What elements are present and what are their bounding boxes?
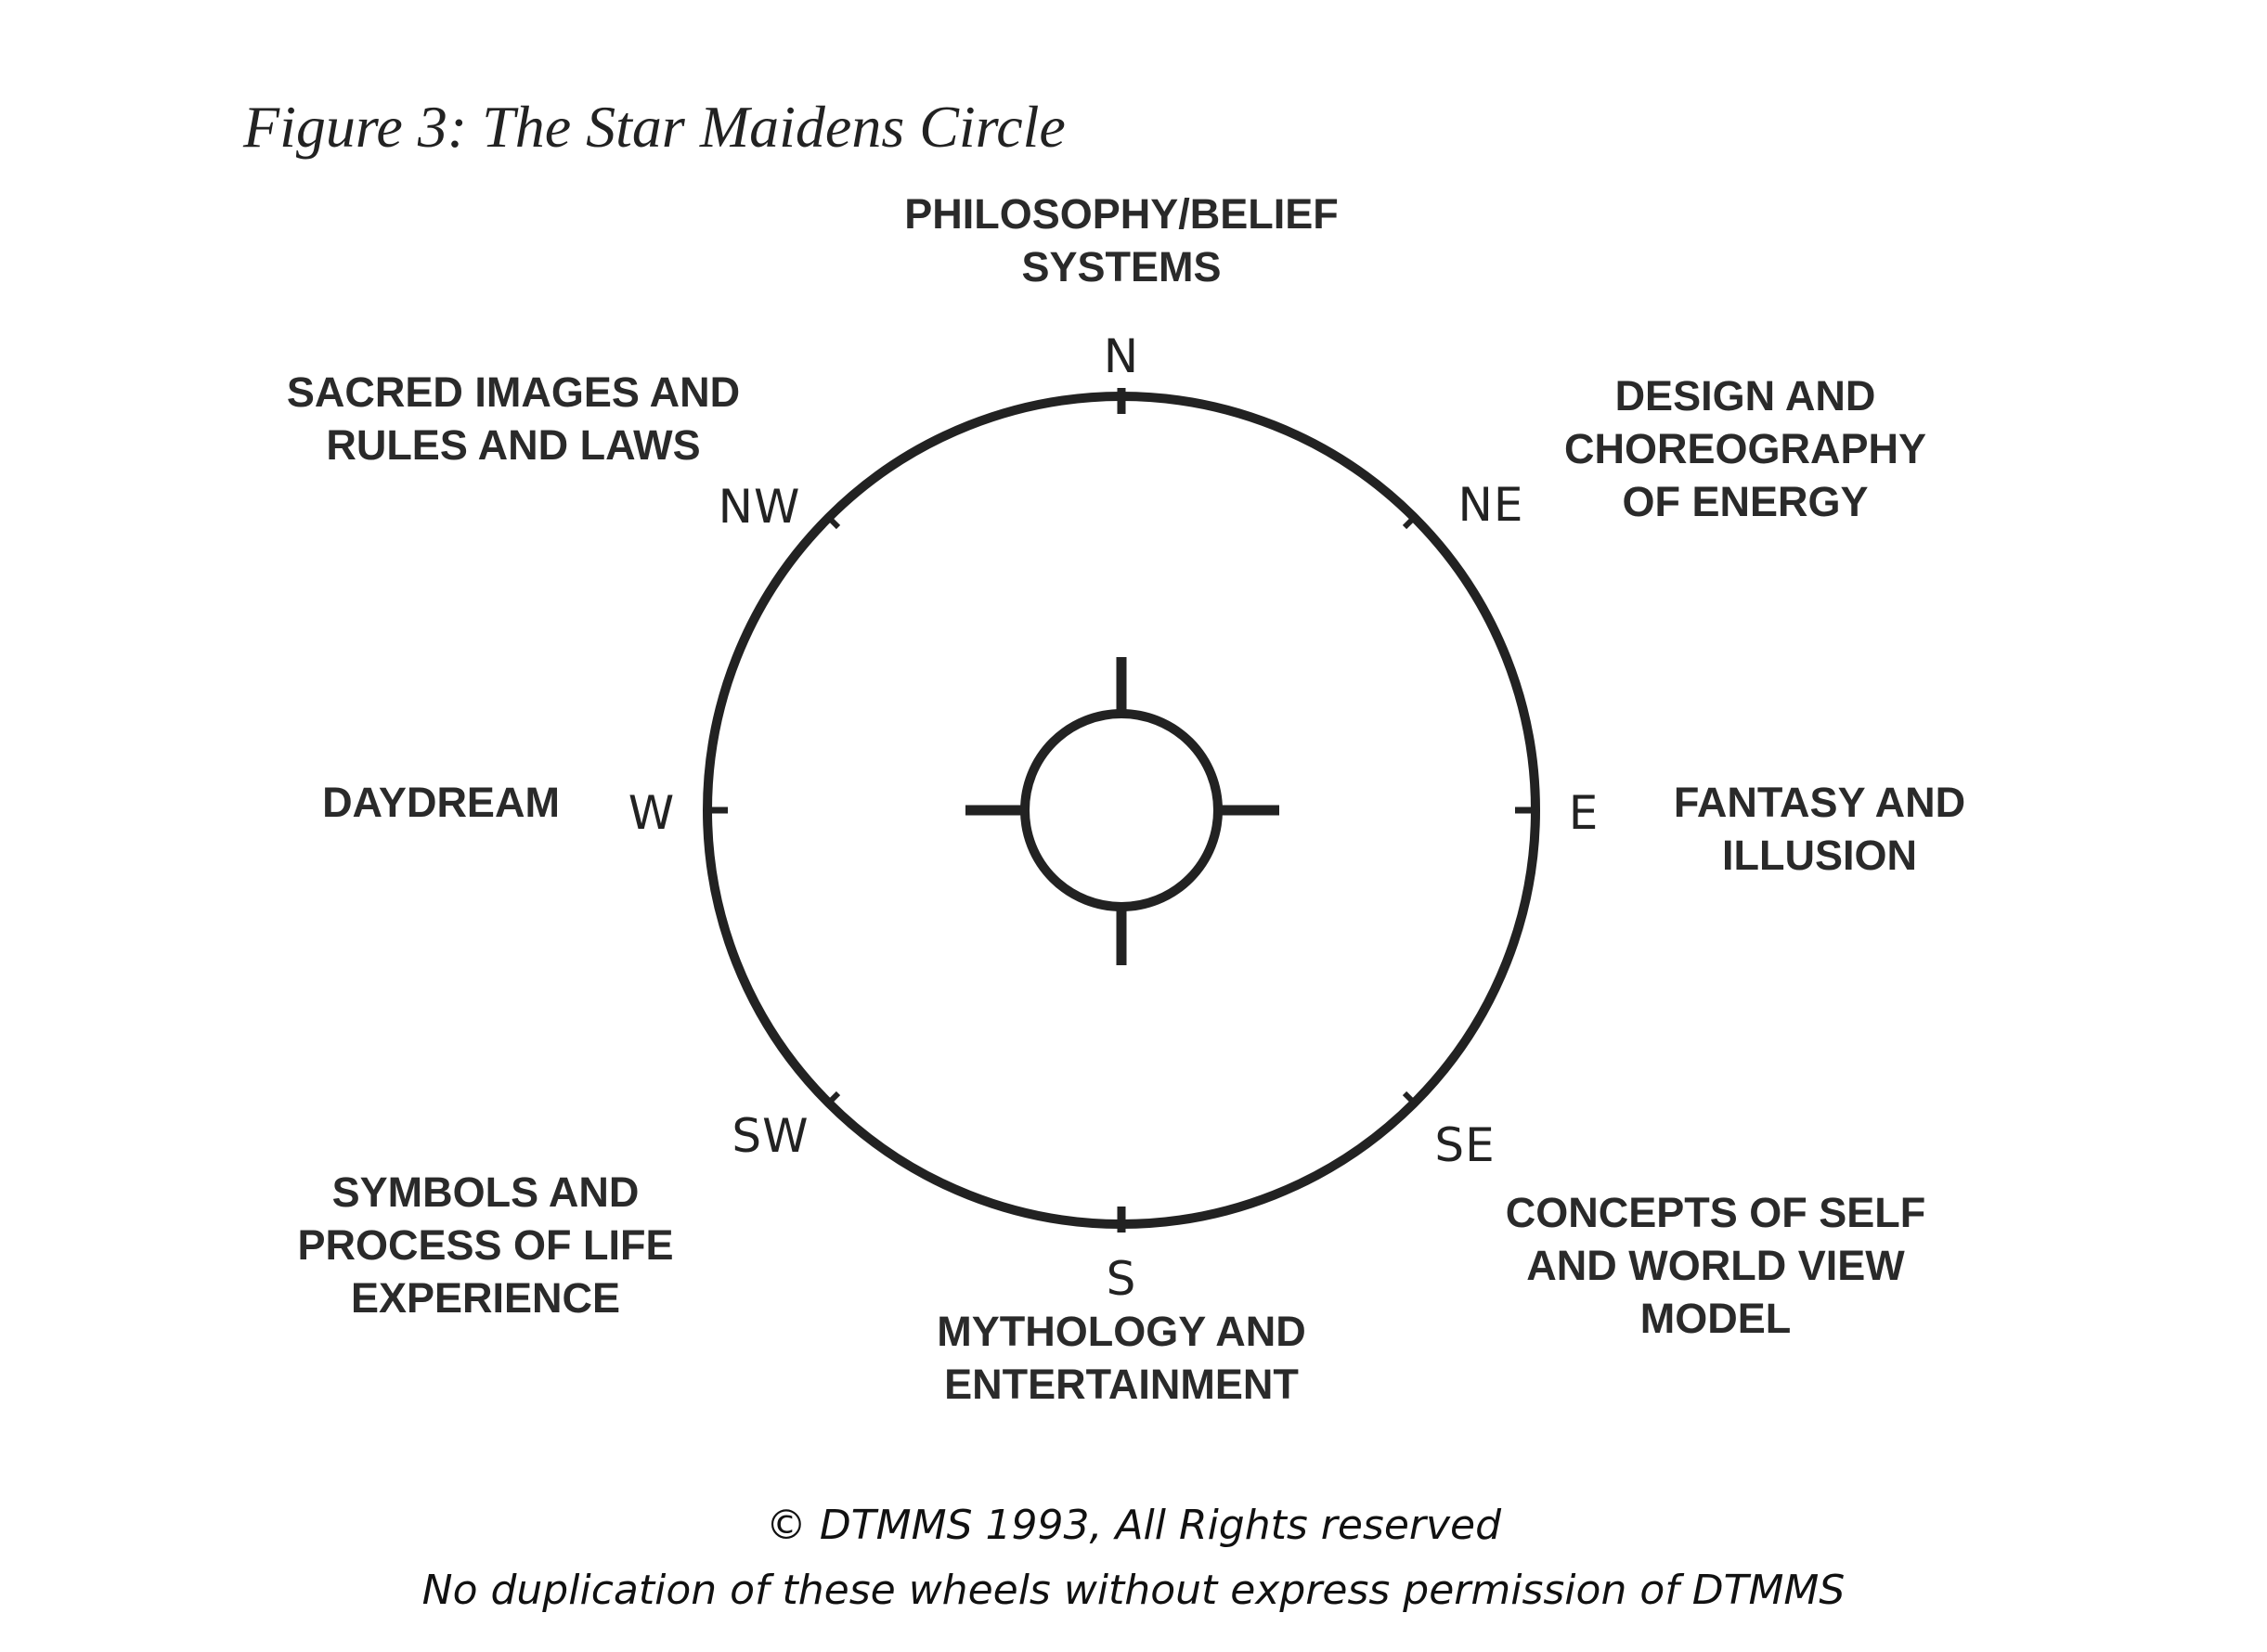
tick-ne (1405, 518, 1414, 527)
direction-n: N (1103, 329, 1140, 383)
label-north: PHILOSOPHY/BELIEF SYSTEMS (904, 190, 1339, 290)
direction-sw: SW (732, 1109, 810, 1163)
tick-sw (829, 1093, 838, 1103)
duplication-notice: No duplication of these wheels without express permission of DTMMS (421, 1567, 1846, 1614)
label-southwest: SYMBOLS AND PROCESS OF LIFE EXPERIENCE (297, 1168, 674, 1322)
direction-w: W (628, 786, 676, 840)
label-south: MYTHOLOGY AND ENTERTAINMENT (937, 1308, 1306, 1408)
tick-nw (829, 518, 838, 527)
direction-s: S (1106, 1252, 1137, 1306)
direction-nw: NW (718, 480, 801, 534)
label-east: FANTASY AND ILLUSION (1673, 779, 1966, 879)
label-west: DAYDREAM (322, 779, 560, 826)
copyright-text: © DTMMS 1993, All Rights reserved (765, 1502, 1502, 1549)
tick-se (1405, 1093, 1414, 1103)
label-northeast: DESIGN AND CHOREOGRAPHY OF ENERGY (1563, 372, 1927, 525)
direction-se: SE (1434, 1118, 1496, 1172)
direction-e: E (1568, 786, 1600, 840)
inner-circle (1025, 714, 1218, 907)
label-northwest: SACRED IMAGES AND RULES AND LAWS (286, 368, 741, 469)
figure-title: Figure 3: The Star Maidens Circle (243, 94, 1066, 160)
direction-ne: NE (1457, 478, 1524, 532)
label-southeast: CONCEPTS OF SELF AND WORLD VIEW MODEL (1505, 1189, 1926, 1342)
